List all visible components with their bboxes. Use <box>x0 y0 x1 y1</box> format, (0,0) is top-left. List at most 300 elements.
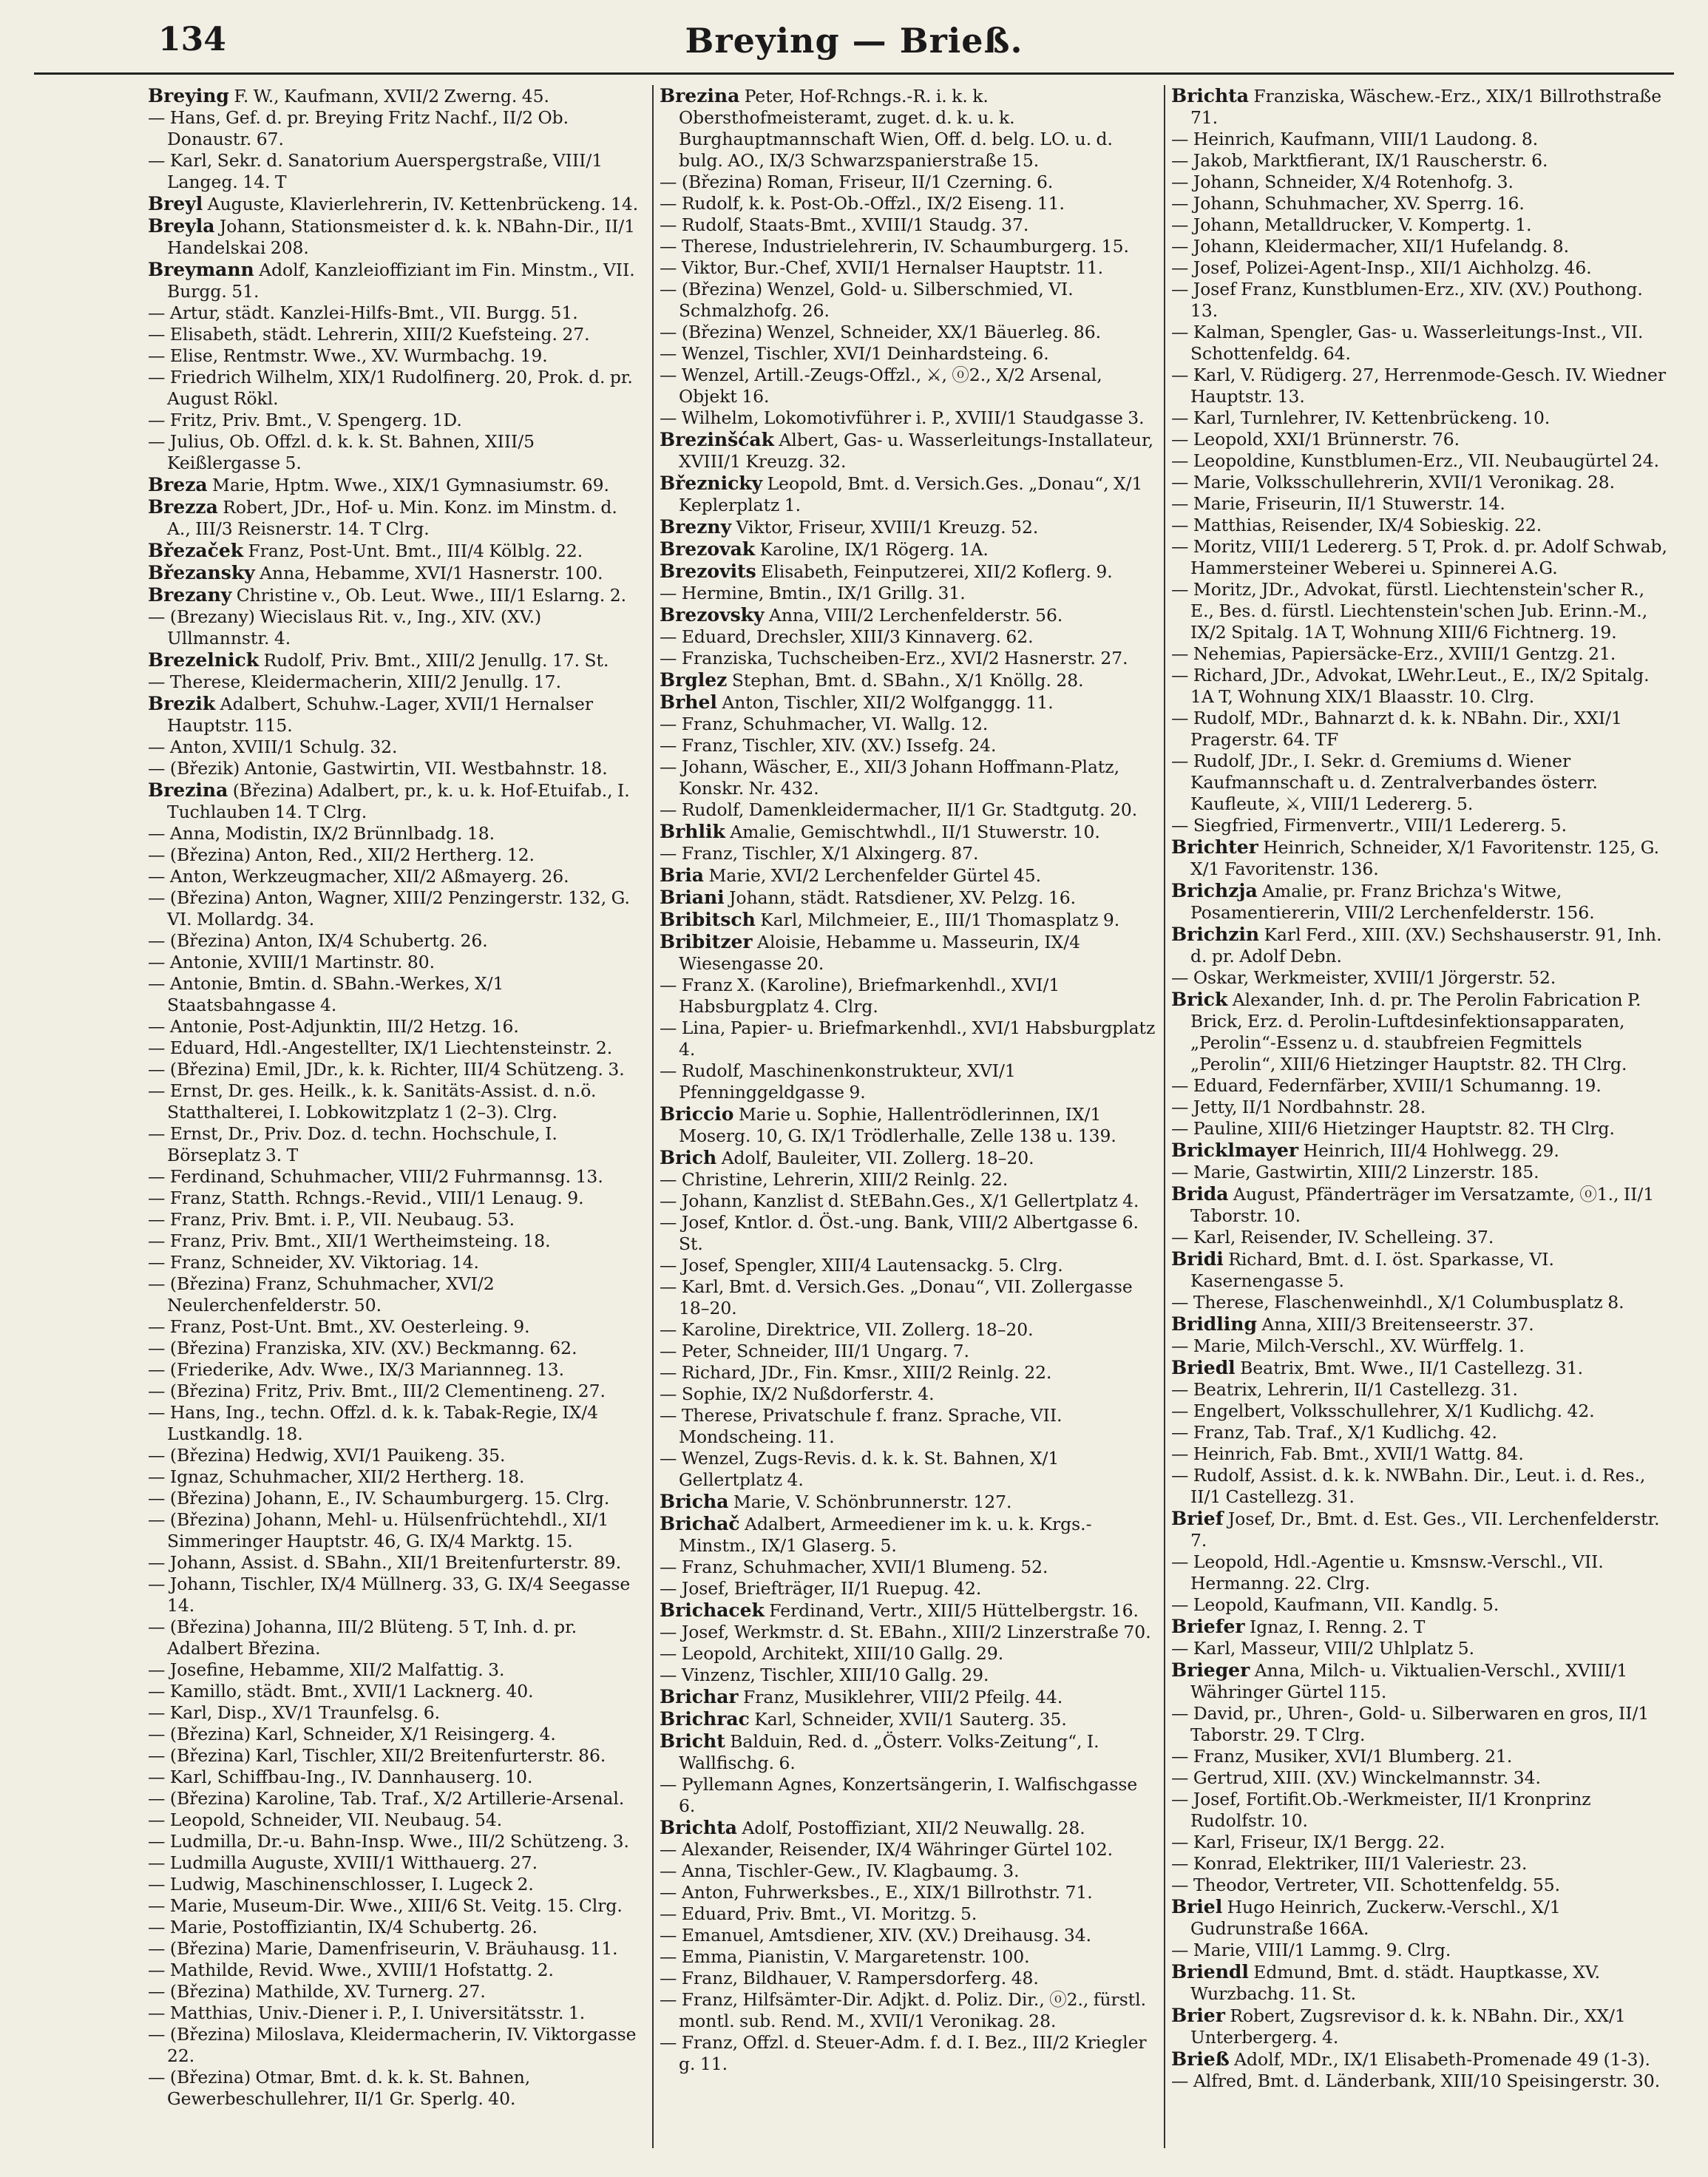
directory-entry <box>1171 1227 1670 1248</box>
surname: Briedl <box>1171 1357 1236 1378</box>
entry-text: — Antonie, XVIII/1 Martinstr. 80. <box>148 952 436 972</box>
entry-text: — Peter, Schneider, III/1 Ungarg. 7. <box>660 1341 969 1361</box>
surname: Brichzin <box>1171 924 1260 945</box>
directory-entry <box>148 324 645 345</box>
directory-entry <box>148 693 645 737</box>
directory-entry <box>660 473 1156 516</box>
surname: Brichač <box>660 1513 740 1534</box>
entry-text: — Leopold, XXI/1 Brünnerstr. 76. <box>1171 429 1460 450</box>
directory-entry <box>660 85 1156 172</box>
entry-text: — Mathilde, Revid. Wwe., XVIII/1 Hofstattg. 2. <box>148 1960 554 1980</box>
surname: Brezinšćak <box>660 429 774 450</box>
entry-text: Franz, Post-Unt. Bmt., III/4 Kölblg. 22. <box>248 541 583 561</box>
entry-text: — Kalman, Spengler, Gas- u. Wasserleitungs-Inst., VII. Schottenfeldg. 64. <box>1171 322 1644 364</box>
directory-entry <box>148 562 645 584</box>
directory-entry <box>148 1981 645 2002</box>
entry-text: — Engelbert, Volksschullehrer, X/1 Kudlichg. 42. <box>1171 1401 1595 1421</box>
surname: Brglez <box>660 669 728 691</box>
directory-entry <box>1171 1853 1670 1875</box>
entry-text: — Josef, Polizei-Agent-Insp., XII/1 Aichholzg. 46. <box>1171 257 1592 278</box>
directory-entry <box>660 214 1156 236</box>
directory-entry <box>1171 1162 1670 1183</box>
surname: Breymann <box>148 259 254 280</box>
entry-text: — Ludwig, Maschinenschlosser, I. Lugeck 2. <box>148 1874 534 1895</box>
entry-text: — Rudolf, Damenkleidermacher, II/1 Gr. Stadtgutg. 20. <box>660 799 1138 820</box>
entry-text: August, Pfänderträger im Versatzamte, ⓞ1., II/1 Taborstr. 10. <box>1190 1184 1655 1226</box>
directory-entry <box>148 2002 645 2024</box>
entry-text: — Sophie, IX/2 Nußdorferstr. 4. <box>660 1384 935 1404</box>
directory-entry <box>148 1230 645 1252</box>
entry-text: — Franz, Offzl. d. Steuer-Adm. f. d. I. Bez., III/2 Kriegler g. 11. <box>660 2032 1147 2074</box>
entry-text: — Rudolf, MDr., Bahnarzt d. k. k. NBahn. Dir., XXI/1 Pragerstr. 64. TF <box>1171 708 1622 750</box>
entry-text: — Karl, Friseur, IX/1 Bergg. 22. <box>1171 1832 1446 1852</box>
directory-entry <box>1171 1767 1670 1789</box>
directory-entry <box>1171 815 1670 836</box>
entry-text: — Antonie, Post-Adjunktin, III/2 Hetzg. 16. <box>148 1016 519 1037</box>
directory-entry <box>148 345 645 367</box>
entry-text: — Josef, Kntlor. d. Öst.-ung. Bank, VIII/2 Albertgasse 6. St. <box>660 1212 1139 1254</box>
entry-text: — (Brezany) Wiecislaus Rit. v., Ing., XIV. (XV.) Ullmannstr. 4. <box>148 606 542 649</box>
surname: Brichacek <box>660 1599 765 1621</box>
directory-entry <box>660 1557 1156 1578</box>
directory-entry <box>1171 1940 1670 1961</box>
directory-entry <box>148 1166 645 1188</box>
entry-text: — Eduard, Drechsler, XIII/3 Kinnaverg. 62. <box>660 626 1034 647</box>
surname: Brichrac <box>660 1708 750 1730</box>
directory-entry <box>660 1491 1156 1513</box>
directory-entry <box>1171 322 1670 365</box>
entry-text: Karl Ferd., XIII. (XV.) Sechshauserstr. 91, Inh. d. pr. Adolf Debn. <box>1190 924 1662 966</box>
entry-text: — (Březina) Marie, Damenfriseurin, V. Bräuhausg. 11. <box>148 1938 618 1959</box>
entry-text: Anna, Hebamme, XVI/1 Hasnerstr. 100. <box>260 563 603 583</box>
entry-text: — (Březina) Miloslava, Kleidermacherin, IV. Viktorgasse 22. <box>148 2024 637 2066</box>
entry-text: Aloisie, Hebamme u. Masseurin, IX/4 Wiesengasse 20. <box>679 932 1080 974</box>
entry-text: — (Březina) Karoline, Tab. Traf., X/2 Artillerie-Arsenal. <box>148 1788 625 1809</box>
directory-entry <box>660 1730 1156 1774</box>
entry-text: — Anton, Fuhrwerksbes., E., XIX/1 Billrothstr. 71. <box>660 1882 1093 1903</box>
entry-text: Beatrix, Bmt. Wwe., II/1 Castellezg. 31. <box>1240 1358 1584 1378</box>
entry-text: — Franz, Tischler, XIV. (XV.) Issefg. 24. <box>660 735 997 756</box>
entry-text: — Josefine, Hebamme, XII/2 Malfattig. 3. <box>148 1659 505 1680</box>
entry-text: Stephan, Bmt. d. SBahn., X/1 Knöllg. 28. <box>731 670 1084 691</box>
directory-entry <box>1171 1896 1670 1940</box>
directory-entry <box>1171 1443 1670 1465</box>
directory-entry <box>1171 257 1670 279</box>
directory-entry <box>148 1724 645 1745</box>
entry-text: — Therese, Privatschule f. franz. Sprache, VII. Mondscheing. 11. <box>660 1405 1063 1447</box>
entry-text: — Heinrich, Fab. Bmt., XVII/1 Wattg. 84. <box>1171 1443 1524 1464</box>
directory-entry <box>1171 85 1670 129</box>
surname: Brezik <box>148 693 216 714</box>
directory-entry <box>1171 643 1670 665</box>
directory-entry <box>148 779 645 823</box>
surname: Bricha <box>660 1491 729 1512</box>
directory-entry <box>660 343 1156 365</box>
directory-entry <box>660 1255 1156 1276</box>
entry-text: — Konrad, Elektriker, III/1 Valeriestr. 23. <box>1171 1853 1528 1874</box>
entry-text: — Franz, Musiker, XVI/1 Blumberg. 21. <box>1171 1746 1513 1767</box>
directory-entry <box>1171 2071 1670 2092</box>
surname: Brieß <box>1171 2048 1230 2070</box>
surname: Breyl <box>148 193 203 214</box>
surname: Brief <box>1171 1508 1224 1529</box>
entry-text: Rudolf, Priv. Bmt., XIII/2 Jenullg. 17. St. <box>263 650 609 671</box>
entry-text: — Marie, Museum-Dir. Wwe., XIII/6 St. Veitg. 15. Clrg. <box>148 1895 623 1916</box>
directory-entry <box>148 649 645 671</box>
entry-text: — Eduard, Federnfärber, XVIII/1 Schumanng. 19. <box>1171 1075 1602 1096</box>
surname: Brichta <box>660 1817 737 1838</box>
entry-text: Robert, Zugsrevisor d. k. k. NBahn. Dir., XX/1 Unterbergerg. 4. <box>1190 2005 1626 2048</box>
entry-text: Franz, Musiklehrer, VIII/2 Pfeilg. 44. <box>743 1687 1063 1707</box>
entry-text: Heinrich, Schneider, X/1 Favoritenstr. 125, G. X/1 Favoritenstr. 136. <box>1190 837 1660 879</box>
directory-entry <box>660 843 1156 864</box>
entry-text: — (Březik) Antonie, Gastwirtin, VII. Westbahnstr. 18. <box>148 758 608 779</box>
directory-entry <box>148 150 645 193</box>
entry-text: Marie, XVI/2 Lerchenfelder Gürtel 45. <box>708 865 1042 886</box>
entry-text: — Ludmilla Auguste, XVIII/1 Witthauerg. 27. <box>148 1852 538 1873</box>
directory-entry <box>1171 515 1670 536</box>
directory-entry <box>660 1191 1156 1212</box>
entry-text: — Marie, Gastwirtin, XIII/2 Linzerstr. 185. <box>1171 1162 1539 1182</box>
entry-text: — Anna, Modistin, IX/2 Brünnlbadg. 18. <box>148 823 495 844</box>
entry-text: — Anton, Werkzeugmacher, XII/2 Aßmayerg. 26. <box>148 866 569 887</box>
directory-entry <box>660 864 1156 887</box>
surname: Březansky <box>148 562 255 583</box>
entry-text: — Franz, Hilfsämter-Dir. Adjkt. d. Poliz. Dir., ⓞ2., fürstl. montl. sub. Rend. M., XVII/1 Veronikag. 28. <box>660 1989 1147 2031</box>
directory-entry <box>148 1445 645 1466</box>
entry-text: — Gertrud, XIII. (XV.) Winckelmannstr. 34. <box>1171 1767 1541 1788</box>
entry-text: — (Březina) Mathilde, XV. Turnerg. 27. <box>148 1981 486 2002</box>
directory-entry <box>660 1578 1156 1599</box>
entry-text: — Josef, Briefträger, II/1 Ruepug. 42. <box>660 1578 982 1599</box>
directory-entry <box>660 887 1156 909</box>
directory-entry <box>660 691 1156 714</box>
directory-entry <box>660 1968 1156 1989</box>
entry-text: — Johann, Tischler, IX/4 Müllnerg. 33, G. IX/4 Seegasse 14. <box>148 1574 631 1616</box>
surname: Brezina <box>660 85 740 106</box>
surname: Brezelnick <box>148 649 260 671</box>
directory-entry <box>660 561 1156 583</box>
surname: Březaček <box>148 540 244 561</box>
directory-entry <box>660 735 1156 756</box>
directory-entry <box>148 1852 645 1874</box>
entry-text: — Emma, Pianistin, V. Margaretenstr. 100. <box>660 1946 1030 1967</box>
directory-entry <box>660 193 1156 214</box>
entry-text: — Viktor, Bur.-Chef, XVII/1 Hernalser Hauptstr. 11. <box>660 257 1104 278</box>
entry-text: — Beatrix, Lehrerin, II/1 Castellezg. 31. <box>1171 1379 1518 1400</box>
entry-text: Robert, JDr., Hof- u. Min. Konz. im Minstm. d. A., III/3 Reisnerstr. 14. T Clrg. <box>167 497 617 539</box>
entry-text: — Hermine, Bmtin., IX/1 Grillg. 31. <box>660 583 966 603</box>
entry-text: — Karoline, Direktrice, VII. Zollerg. 18–20. <box>660 1319 1034 1340</box>
entry-text: — Jakob, Marktfierant, IX/1 Rauscherstr. 6. <box>1171 150 1548 171</box>
entry-text: — Rudolf, Maschinenkonstrukteur, XVI/1 Pfenninggeldgasse 9. <box>660 1060 1016 1103</box>
surname: Brhlik <box>660 821 725 842</box>
entry-text: — Anna, Tischler-Gew., IV. Klagbaumg. 3. <box>660 1861 1020 1881</box>
directory-entry <box>148 1359 645 1381</box>
directory-entry <box>660 365 1156 407</box>
entry-text: — (Březina) Anton, IX/4 Schubertg. 26. <box>148 930 488 951</box>
directory-entry <box>1171 1097 1670 1118</box>
entry-text: — Ludmilla, Dr.-u. Bahn-Insp. Wwe., III/2 Schützeng. 3. <box>148 1831 629 1852</box>
entry-text: — Karl, Schiffbau-Ing., IV. Dannhauserg. 10. <box>148 1767 533 1787</box>
directory-entry <box>1171 579 1670 643</box>
surname: Brichta <box>1171 85 1249 106</box>
directory-entry <box>1171 708 1670 751</box>
entry-text: — Karl, Sekr. d. Sanatorium Auerspergstraße, VIII/1 Langeg. 14. T <box>148 150 603 192</box>
directory-entry <box>660 322 1156 343</box>
entry-text: — Leopold, Schneider, VII. Neubaug. 54. <box>148 1809 503 1830</box>
directory-entry <box>660 1774 1156 1817</box>
entry-text: Johann, städt. Ratsdiener, XV. Pelzg. 16. <box>729 887 1077 908</box>
entry-text: — Therese, Flaschenweinhdl., X/1 Columbusplatz 8. <box>1171 1292 1624 1313</box>
directory-entry <box>148 606 645 649</box>
directory-entry <box>660 1212 1156 1255</box>
directory-entry <box>1171 407 1670 429</box>
entry-text: — Karl, Bmt. d. Versich.Ges. „Donau“, VII. Zollergasse 18–20. <box>660 1276 1133 1318</box>
directory-entry <box>148 1659 645 1681</box>
directory-entry <box>1171 967 1670 989</box>
entry-text: — Hans, Gef. d. pr. Breying Fritz Nachf., II/2 Ob. Donaustr. 67. <box>148 107 569 149</box>
entry-text: Heinrich, III/4 Hohlwegg. 29. <box>1303 1140 1559 1161</box>
entry-text: Peter, Hof-Rchngs.-R. i. k. k. Obersthofmeisteramt, zuget. d. k. u. k. Burghauptmannschaft Wien, Off. d. belg. LO. u. d. bulg. AO., IX/3 Schwarzspanierstraße 15. <box>679 86 1113 171</box>
directory-entry <box>1171 172 1670 193</box>
entry-text: — Franziska, Tuchscheiben-Erz., XVI/2 Hasnerstr. 27. <box>660 648 1128 668</box>
entry-text: — Wenzel, Artill.-Zeugs-Offzl., ⚔, ⓞ2., X/2 Arsenal, Objekt 16. <box>660 365 1102 407</box>
directory-entry <box>148 1960 645 1981</box>
directory-entry <box>1171 1379 1670 1401</box>
entry-text: Adalbert, Schuhw.-Lager, XVII/1 Hernalser Hauptstr. 115. <box>167 694 594 736</box>
directory-entry <box>148 410 645 431</box>
directory-entry <box>148 1080 645 1123</box>
entry-text: — Rudolf, JDr., I. Sekr. d. Gremiums d. Wiener Kaufmannschaft u. d. Zentralverbandes österr. Kaufleute, ⚔, VIII/1 Ledererg. 5. <box>1171 751 1598 814</box>
entry-text: F. W., Kaufmann, XVII/2 Zwerng. 45. <box>234 86 549 106</box>
directory-entry <box>148 85 645 107</box>
surname: Brezny <box>660 516 732 538</box>
entry-text: — (Březina) Karl, Schneider, X/1 Reisingerg. 4. <box>148 1724 556 1744</box>
directory-entry <box>1171 1875 1670 1896</box>
entry-text: — Ernst, Dr., Priv. Doz. d. techn. Hochschule, I. Börseplatz 3. T <box>148 1123 558 1165</box>
directory-entry <box>148 952 645 973</box>
entry-text: — Franz X. (Karoline), Briefmarkenhdl., XVI/1 Habsburgplatz 4. Clrg. <box>660 975 1060 1017</box>
entry-text: — Franz, Bildhauer, V. Rampersdorferg. 48. <box>660 1968 1039 1988</box>
entry-text: — (Březina) Johanna, III/2 Blüteng. 5 T, Inh. d. pr. Adalbert Březina. <box>148 1616 577 1659</box>
surname: Brichar <box>660 1686 739 1707</box>
directory-entry <box>660 257 1156 279</box>
entry-text: Adolf, Postoffiziant, XII/2 Neuwallg. 28. <box>742 1818 1085 1838</box>
entry-text: — Ferdinand, Schuhmacher, VIII/2 Fuhrmannsg. 13. <box>148 1166 603 1187</box>
entry-text: — Richard, JDr., Fin. Kmsr., XIII/2 Reinlg. 22. <box>660 1362 1052 1383</box>
entry-text: — Josef, Spengler, XIII/4 Lautensackg. 5. Clrg. <box>660 1255 1063 1276</box>
directory-entry <box>148 215 645 259</box>
running-title: Breying — Brieß. <box>685 21 1023 61</box>
entry-text: — Rudolf, Staats-Bmt., XVIII/1 Staudg. 37. <box>660 214 1029 235</box>
directory-entry <box>660 1622 1156 1643</box>
column-rule <box>1164 85 1165 2148</box>
surname: Brieger <box>1171 1659 1250 1681</box>
directory-entry <box>660 1060 1156 1103</box>
entry-text: — Franz, Schuhmacher, VI. Wallg. 12. <box>660 714 989 734</box>
directory-entry <box>660 1319 1156 1341</box>
directory-entry <box>660 909 1156 931</box>
directory-entry <box>1171 1422 1670 1443</box>
directory-entry <box>660 236 1156 257</box>
entry-text: — Jetty, II/1 Nordbahnstr. 28. <box>1171 1097 1426 1117</box>
directory-entry <box>148 1574 645 1616</box>
directory-entry <box>1171 1183 1670 1227</box>
directory-entry <box>1171 1746 1670 1767</box>
column-2 <box>660 85 1156 2148</box>
entry-text: — (Březina) Fritz, Priv. Bmt., III/2 Clementineng. 27. <box>148 1381 606 1401</box>
entry-text: Anna, VIII/2 Lerchenfelderstr. 56. <box>768 605 1063 626</box>
entry-text: — Johann, Schneider, X/4 Rotenhofg. 3. <box>1171 172 1514 192</box>
entry-text: — Wenzel, Zugs-Revis. d. k. k. St. Bahnen, X/1 Gellertplatz 4. <box>660 1448 1060 1490</box>
directory-entry <box>660 538 1156 561</box>
entry-text: — Rudolf, Assist. d. k. k. NWBahn. Dir., Leut. i. d. Res., II/1 Castellezg. 31. <box>1171 1465 1646 1507</box>
surname: Breza <box>148 474 208 495</box>
directory-entry <box>660 1665 1156 1686</box>
directory-entry <box>148 1488 645 1509</box>
directory-entry <box>148 1123 645 1166</box>
directory-entry <box>148 1037 645 1059</box>
directory-entry <box>1171 880 1670 924</box>
directory-entry <box>148 1209 645 1230</box>
directory-entry <box>660 1946 1156 1968</box>
directory-entry <box>1171 1961 1670 2005</box>
directory-entry <box>660 756 1156 799</box>
directory-entry <box>1171 1075 1670 1097</box>
directory-entry <box>148 1702 645 1724</box>
directory-entry <box>1171 1789 1670 1832</box>
entry-text: — Franz, Statth. Rchngs.-Revid., VIII/1 Lenaug. 9. <box>148 1188 584 1208</box>
directory-entry <box>148 107 645 150</box>
directory-entry <box>148 496 645 540</box>
entry-text: Anna, Milch- u. Viktualien-Verschl., XVIII/1 Währinger Gürtel 115. <box>1190 1660 1628 1702</box>
directory-entry <box>1171 450 1670 472</box>
entry-text: — Karl, V. Rüdigerg. 27, Herrenmode-Gesch. IV. Wiedner Hauptstr. 13. <box>1171 365 1667 407</box>
entry-text: — (Březina) Karl, Tischler, XII/2 Breitenfurterstr. 86. <box>148 1745 606 1766</box>
entry-text: — Therese, Kleidermacherin, XIII/2 Jenullg. 17. <box>148 671 562 692</box>
entry-text: — Leopold, Architekt, XIII/10 Gallg. 29. <box>660 1643 1004 1664</box>
entry-text: Johann, Stationsmeister d. k. k. NBahn-Dir., II/1 Handelskai 208. <box>167 216 636 258</box>
directory-entry <box>148 671 645 693</box>
directory-entry <box>660 429 1156 473</box>
entry-text: — (Březina) Johann, Mehl- u. Hülsenfrüchtehdl., XI/1 Simmeringer Hauptstr. 46, G. IX/4 Marktg. 15. <box>148 1509 609 1551</box>
entry-text: — Franz, Priv. Bmt., XII/1 Wertheimsteing. 18. <box>148 1230 551 1251</box>
entry-text: — Marie, Milch-Verschl., XV. Würffelg. 1. <box>1171 1335 1525 1356</box>
page-header <box>34 18 1674 75</box>
directory-entry <box>1171 1357 1670 1379</box>
directory-entry <box>660 279 1156 322</box>
entry-text: — Lina, Papier- u. Briefmarkenhdl., XVI/1 Habsburgplatz 4. <box>660 1018 1156 1060</box>
directory-entry <box>660 1989 1156 2032</box>
entry-text: Hugo Heinrich, Zuckerw.-Verschl., X/1 Gudrunstraße 166A. <box>1190 1897 1561 1939</box>
entry-text: — (Březina) Emil, JDr., k. k. Richter, III/4 Schützeng. 3. <box>148 1059 625 1080</box>
surname: Briefer <box>1171 1616 1245 1637</box>
entry-text: — Leopold, Kaufmann, VII. Kandlg. 5. <box>1171 1594 1499 1615</box>
entry-text: — (Březina) Wenzel, Gold- u. Silberschmied, VI. Schmalzhofg. 26. <box>660 279 1074 321</box>
directory-entry <box>1171 1508 1670 1551</box>
surname: Bribitzer <box>660 931 753 952</box>
entry-text: (Březina) Adalbert, pr., k. u. k. Hof-Etuifab., I. Tuchlauben 14. T Clrg. <box>167 780 630 822</box>
entry-text: Karoline, IX/1 Rögerg. 1A. <box>759 539 989 560</box>
directory-entry <box>148 540 645 562</box>
directory-entry <box>1171 472 1670 493</box>
entry-text: Franziska, Wäschew.-Erz., XIX/1 Billrothstraße 71. <box>1190 86 1662 128</box>
directory-entry <box>148 1681 645 1702</box>
entry-text: — Josef Franz, Kunstblumen-Erz., XIV. (XV.) Pouthong. 13. <box>1171 279 1643 321</box>
entry-text: Marie, Hptm. Wwe., XIX/1 Gymnasiumstr. 69. <box>212 475 609 495</box>
directory-entry <box>660 648 1156 669</box>
directory-entry <box>660 1925 1156 1946</box>
entry-text: Adolf, Bauleiter, VII. Zollerg. 18–20. <box>721 1148 1034 1168</box>
directory-entry <box>1171 279 1670 322</box>
directory-entry <box>660 2032 1156 2075</box>
entry-text: Ignaz, I. Renng. 2. T <box>1249 1616 1426 1637</box>
entry-text: — Kamillo, städt. Bmt., XVII/1 Lacknerg. 40. <box>148 1681 534 1702</box>
entry-text: — Johann, Metalldrucker, V. Kompertg. 1. <box>1171 214 1532 235</box>
directory-entry <box>1171 1248 1670 1292</box>
directory-entry <box>1171 1616 1670 1638</box>
directory-entry <box>148 302 645 324</box>
entry-text: Albert, Gas- u. Wasserleitungs-Installateur, XVIII/1 Kreuzg. 32. <box>679 430 1154 472</box>
surname: Brezza <box>148 496 218 518</box>
entry-text: Anna, XIII/3 Breitenseerstr. 37. <box>1261 1314 1534 1335</box>
directory-entry <box>1171 2005 1670 2048</box>
directory-entry <box>148 1938 645 1960</box>
entry-text: — Julius, Ob. Offzl. d. k. k. St. Bahnen, XIII/5 Keißlergasse 5. <box>148 431 535 473</box>
directory-entry <box>660 1169 1156 1191</box>
entry-text: — Antonie, Bmtin. d. SBahn.-Werkes, X/1 Staatsbahngasse 4. <box>148 973 504 1015</box>
surname: Bria <box>660 864 704 886</box>
directory-entry <box>1171 1140 1670 1162</box>
entry-text: Amalie, pr. Franz Brichza's Witwe, Posamentiererin, VIII/2 Lerchenfelderstr. 156. <box>1190 881 1595 923</box>
directory-entry <box>148 1338 645 1359</box>
directory-entry <box>148 2067 645 2110</box>
directory-entry <box>148 1831 645 1852</box>
entry-text: — Elise, Rentmstr. Wwe., XV. Wurmbachg. 19. <box>148 345 548 366</box>
entry-text: Josef, Dr., Bmt. d. Est. Ges., VII. Lerchenfelderstr. 7. <box>1190 1509 1660 1551</box>
entry-text: — Theodor, Vertreter, VII. Schottenfeldg. 55. <box>1171 1875 1561 1895</box>
entry-text: — Christine, Lehrerin, XIII/2 Reinlg. 22. <box>660 1169 1009 1190</box>
entry-text: — Karl, Reisender, IV. Schelleing. 37. <box>1171 1227 1494 1247</box>
directory-entry <box>660 1686 1156 1708</box>
entry-text: Marie u. Sophie, Hallentrödlerinnen, IX/1 Moserg. 10, G. IX/1 Trödlerhalle, Zelle 138 u. 139. <box>679 1104 1116 1146</box>
directory-entry <box>1171 1401 1670 1422</box>
surname: Bridling <box>1171 1313 1257 1335</box>
directory-entry <box>1171 536 1670 579</box>
directory-entry <box>1171 1335 1670 1357</box>
entry-text: — Moritz, VIII/1 Ledererg. 5 T, Prok. d. pr. Adolf Schwab, Hammersteiner Weberei u. Spinnerei A.G. <box>1171 536 1667 578</box>
columns <box>30 85 1678 2148</box>
entry-text: — Marie, Volksschullehrerin, XVII/1 Veronikag. 28. <box>1171 472 1616 492</box>
entry-text: Karl, Milchmeier, E., III/1 Thomasplatz 9. <box>760 910 1120 930</box>
entry-text: — Hans, Ing., techn. Offzl. d. k. k. Tabak-Regie, IX/4 Lustkandlg. 18. <box>148 1402 599 1444</box>
entry-text: — Pyllemann Agnes, Konzertsängerin, I. Walfischgasse 6. <box>660 1774 1138 1816</box>
entry-text: — Ernst, Dr. ges. Heilk., k. k. Sanitäts-Assist. d. n.ö. Statthalterei, I. Lobkowitzplatz 1 (2–3). Clrg. <box>148 1080 597 1123</box>
page-number: 134 <box>158 21 226 58</box>
entry-text: Leopold, Bmt. d. Versich.Ges. „Donau“, X/1 Keplerplatz 1. <box>679 473 1143 515</box>
directory-entry <box>660 1861 1156 1882</box>
directory-entry <box>660 669 1156 691</box>
directory-entry <box>148 367 645 410</box>
entry-text: Adolf, Kanzleioffiziant im Fin. Minstm., VII. Burgg. 51. <box>167 260 635 302</box>
entry-text: — (Březina) Hedwig, XVI/1 Pauikeng. 35. <box>148 1445 506 1466</box>
surname: Bricklmayer <box>1171 1140 1299 1161</box>
surname: Brezina <box>148 779 228 801</box>
directory-entry <box>1171 1832 1670 1853</box>
directory-entry <box>660 1103 1156 1147</box>
entry-text: Marie, V. Schönbrunnerstr. 127. <box>733 1492 1012 1512</box>
